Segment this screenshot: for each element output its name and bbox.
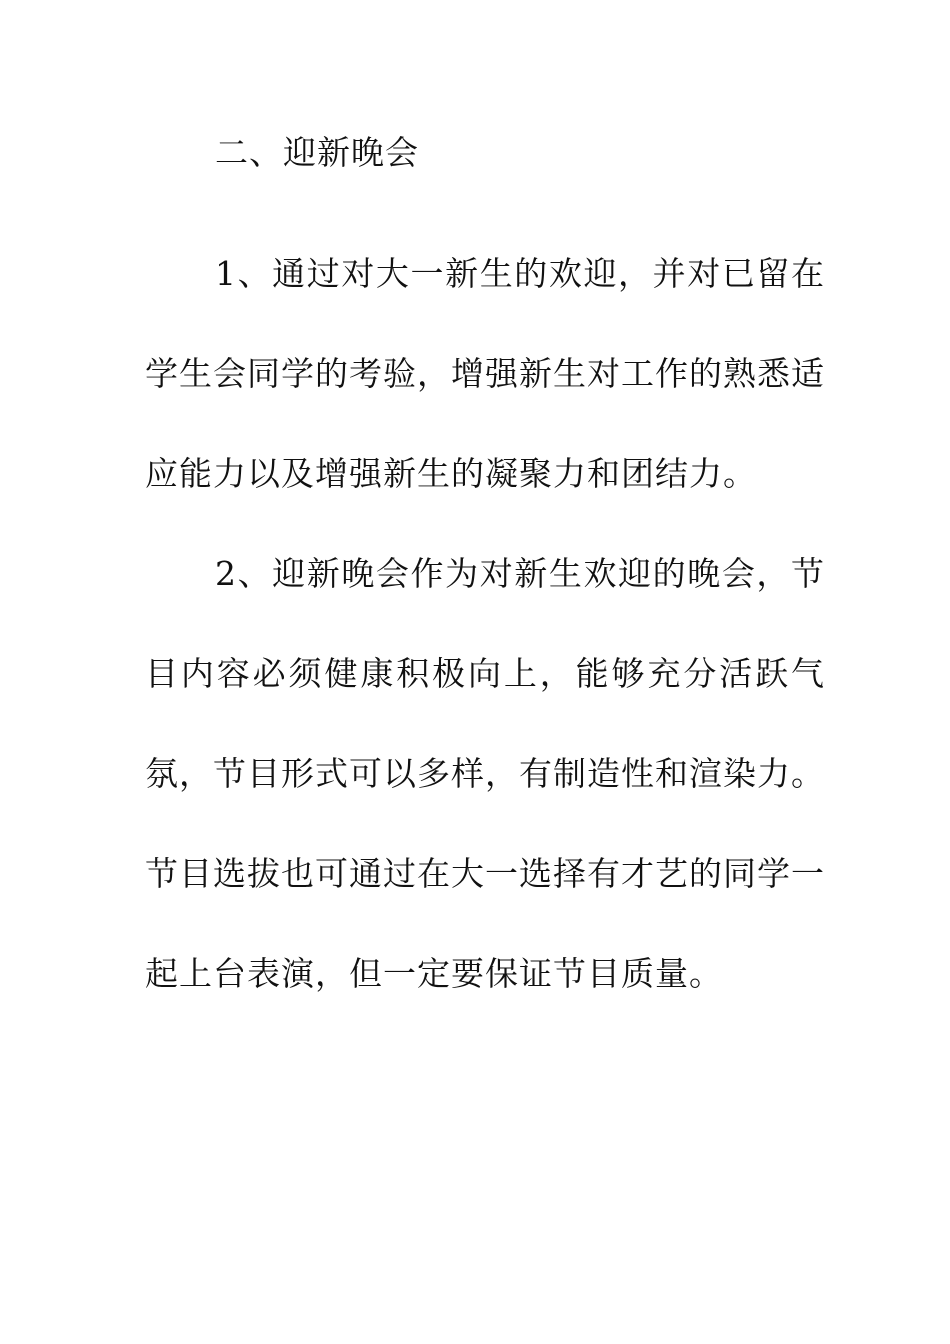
paragraph-1: 1、通过对大一新生的欢迎，并对已留在学生会同学的考验，增强新生对工作的熟悉适应能力以及增强新生的凝聚力和团结力。 bbox=[145, 254, 825, 493]
document-body bbox=[145, 124, 825, 1024]
section-heading: 二、迎新晚会 bbox=[215, 133, 419, 172]
paragraph-2: 2、迎新晚会作为对新生欢迎的晚会，节目内容必须健康积极向上，能够充分活跃气氛，节目形式可以多样，有制造性和渲染力。节目选拔也可通过在大一选择有才艺的同学一起上台表演，但一定要保证节目质量。 bbox=[145, 554, 825, 993]
